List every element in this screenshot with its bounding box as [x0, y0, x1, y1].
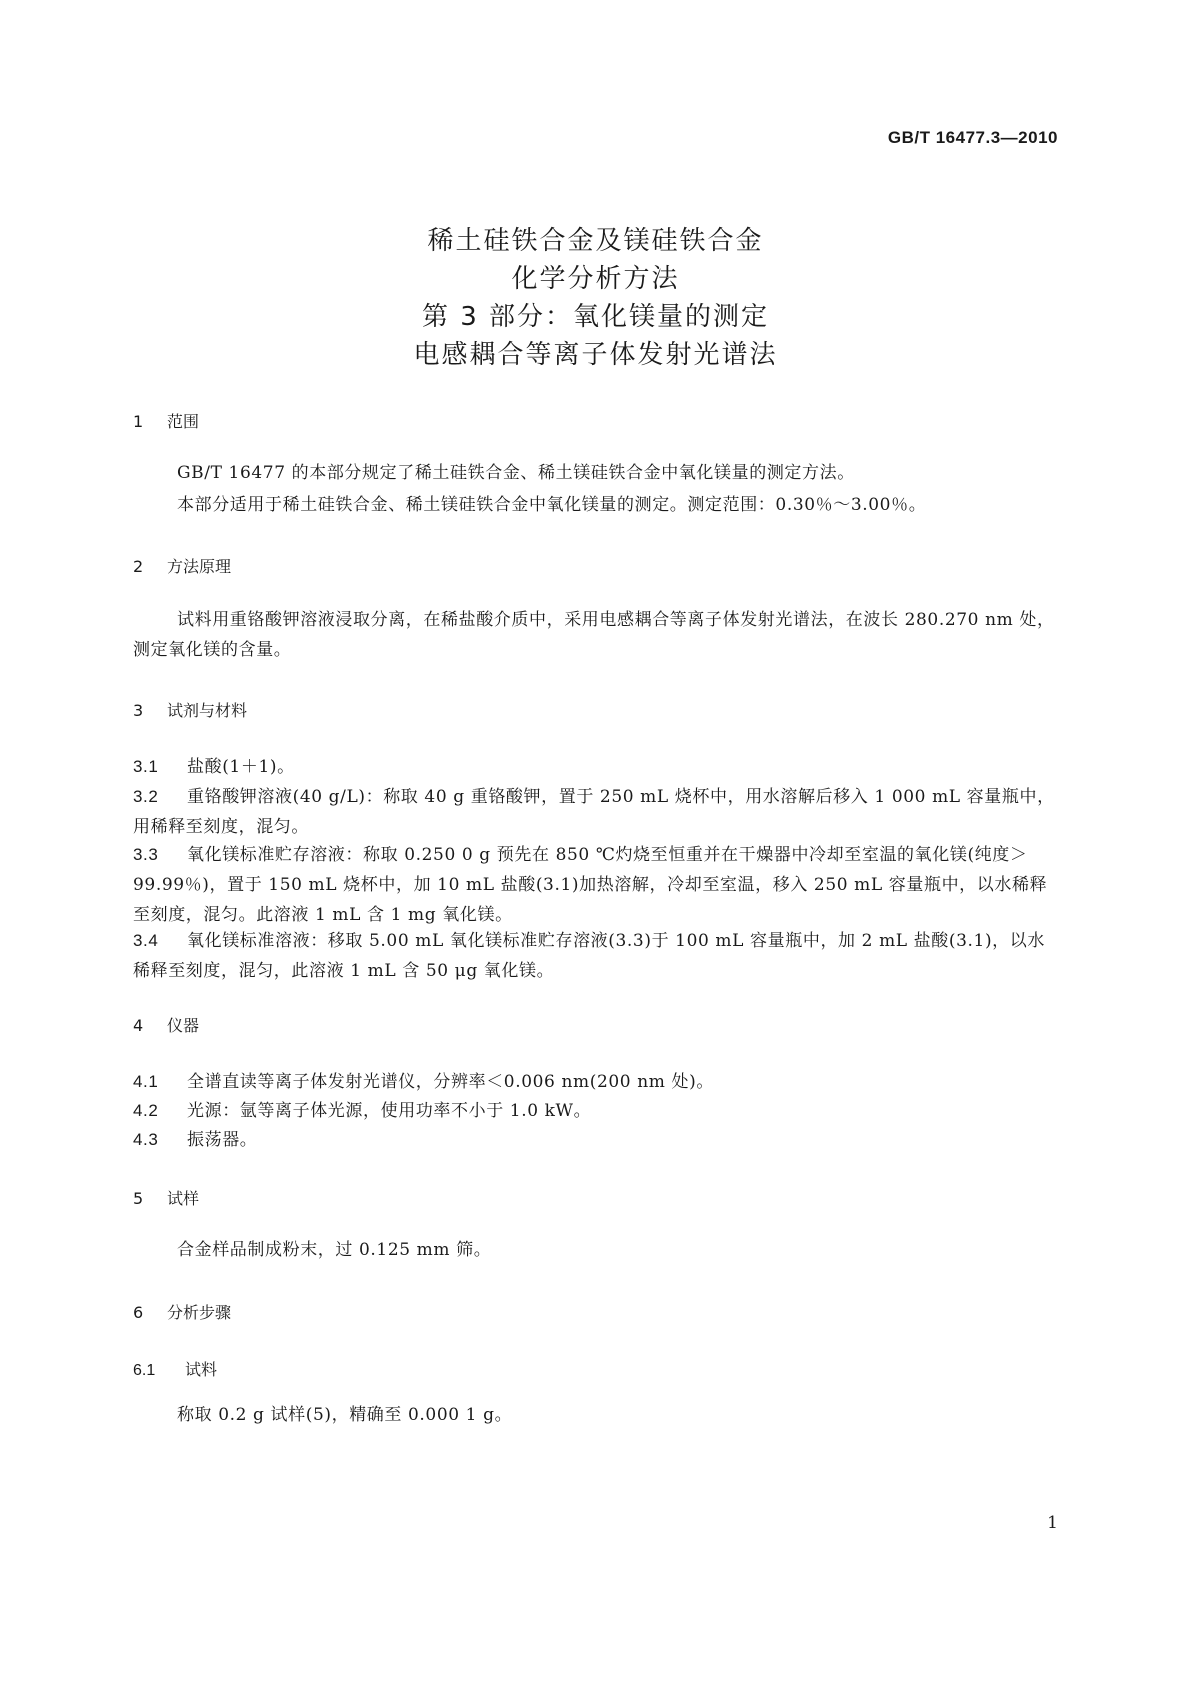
list-item	[133, 840, 1061, 930]
section-6-title: 分析步骤	[167, 1303, 232, 1322]
section-1-title: 范围	[167, 412, 200, 431]
section-5-heading	[133, 1186, 199, 1209]
item-text: 氧化镁标准贮存溶液：称取 0.250 0 g 预先在 850 ℃灼烧至恒重并在干燥器中冷却至室温的氧化镁(纯度＞99.99％)，置于 150 mL 烧杯中，加 10 mL 盐酸(3.1)加热溶解，冷却至室温，移入 250 mL 容量瓶中，以水稀释至刻度，混匀。此溶液 1 mL 含 1 mg 氧化镁。	[133, 845, 1048, 925]
list-item	[133, 782, 1061, 842]
section-1-number: 1	[133, 412, 144, 431]
subsection-6-1-heading	[133, 1357, 217, 1380]
section-1-paragraph-1: GB/T 16477 的本部分规定了稀土硅铁合金、稀土镁硅铁合金中氧化镁量的测定方法。	[177, 463, 855, 483]
section-5-title: 试样	[167, 1189, 200, 1208]
section-6-heading	[133, 1300, 231, 1323]
page-number: 1	[1047, 1513, 1058, 1533]
list-item	[133, 926, 1061, 986]
section-2-heading	[133, 554, 231, 577]
item-number: 4.1	[133, 1072, 159, 1091]
item-number: 3.2	[133, 787, 159, 806]
section-4-heading	[133, 1013, 199, 1036]
item-text: 盐酸(1＋1)。	[187, 757, 295, 777]
section-1-heading	[133, 409, 199, 432]
item-text: 氧化镁标准溶液：移取 5.00 mL 氧化镁标准贮存溶液(3.3)于 100 mL 容量瓶中，加 2 mL 盐酸(3.1)，以水稀释至刻度，混匀，此溶液 1 mL 含 50 μg 氧化镁。	[133, 931, 1045, 981]
title-line-2: 化学分析方法	[511, 264, 680, 294]
list-item	[133, 1096, 1061, 1126]
item-number: 4.2	[133, 1101, 159, 1120]
item-number: 3.1	[133, 757, 159, 776]
subsection-6-1-number: 6.1	[133, 1362, 156, 1379]
section-1-paragraph-2: 本部分适用于稀土硅铁合金、稀土镁硅铁合金中氧化镁量的测定。测定范围：0.30％～3.00％。	[177, 495, 927, 515]
section-5-paragraph-1: 合金样品制成粉末，过 0.125 mm 筛。	[177, 1240, 492, 1260]
list-item	[133, 752, 1061, 782]
section-3-number: 3	[133, 701, 144, 720]
item-text: 重铬酸钾溶液(40 g/L)：称取 40 g 重铬酸钾，置于 250 mL 烧杯中，用水溶解后移入 1 000 mL 容量瓶中，用稀释至刻度，混匀。	[133, 787, 1055, 837]
item-number: 4.3	[133, 1130, 159, 1149]
item-text: 全谱直读等离子体发射光谱仪，分辨率＜0.006 nm(200 nm 处)。	[187, 1072, 714, 1092]
item-text: 光源：氩等离子体光源，使用功率不小于 1.0 kW。	[187, 1101, 592, 1121]
list-item	[133, 1067, 1061, 1097]
subsection-6-1-paragraph-1: 称取 0.2 g 试样(5)，精确至 0.000 1 g。	[177, 1405, 513, 1425]
section-6-number: 6	[133, 1303, 144, 1322]
section-4-number: 4	[133, 1016, 144, 1035]
subsection-6-1-title: 试料	[185, 1360, 218, 1379]
title-line-3: 第 3 部分：氧化镁量的测定	[421, 302, 770, 332]
title-line-1: 稀土硅铁合金及镁硅铁合金	[427, 226, 764, 256]
section-5-number: 5	[133, 1189, 144, 1208]
section-3-title: 试剂与材料	[167, 701, 248, 720]
section-4-title: 仪器	[167, 1016, 200, 1035]
item-number: 3.3	[133, 845, 159, 864]
item-number: 3.4	[133, 931, 159, 950]
section-3-heading	[133, 698, 247, 721]
section-2-number: 2	[133, 557, 144, 576]
section-2-paragraph-1: 试料用重铬酸钾溶液浸取分离，在稀盐酸介质中，采用电感耦合等离子体发射光谱法，在波长 280.270 nm 处，测定氧化镁的含量。	[133, 610, 1055, 660]
standard-code: GB/T 16477.3—2010	[887, 128, 1058, 147]
title-line-4: 电感耦合等离子体发射光谱法	[413, 340, 778, 370]
document-title	[0, 222, 1191, 374]
list-item	[133, 1125, 1061, 1155]
section-2-title: 方法原理	[167, 557, 232, 576]
item-text: 振荡器。	[187, 1130, 258, 1150]
